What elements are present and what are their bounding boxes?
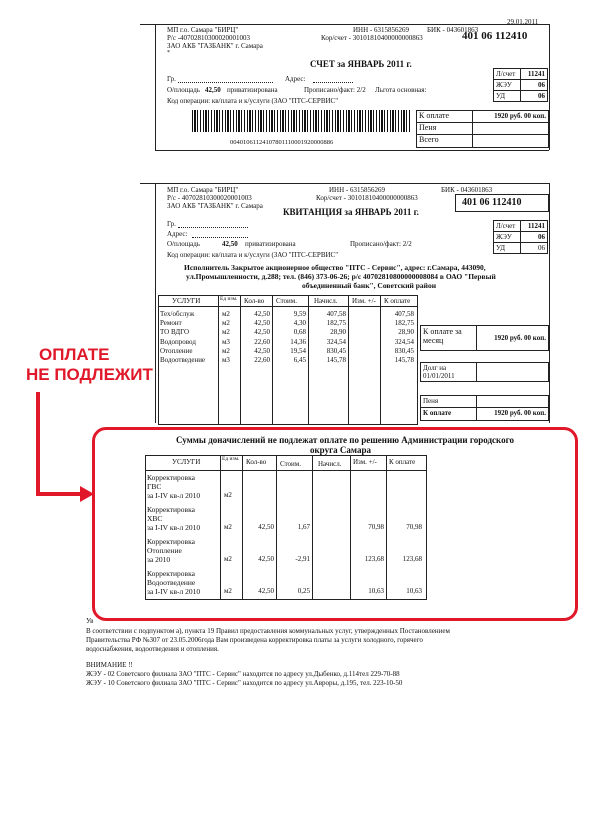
month-pay-label-2: месяц — [423, 336, 444, 345]
service-qty-0: 42,50 — [254, 310, 270, 318]
bill-zheu-label: ЖЭУ — [493, 79, 521, 91]
receipt-month-pay-label — [420, 325, 477, 351]
bill-inn: ИНН - 6315856269 — [353, 26, 409, 34]
correction-qty-3: 42,50 — [258, 587, 274, 595]
receipt-total-label: К оплате — [420, 407, 477, 421]
footer-salutation: Ув — [86, 617, 94, 625]
bill-citizen-label: Гр. — [167, 75, 176, 83]
corr-col-change: Изм. +/- — [353, 458, 377, 466]
receipt-bik: БИК - 043601863 — [441, 186, 493, 194]
receipt-title: КВИТАНЦИЯ за ЯНВАРЬ 2011 г. — [283, 207, 419, 217]
service-unit-2: м2 — [222, 328, 230, 337]
service-charged-1: 182,75 — [326, 319, 346, 328]
receipt-debt-label — [420, 362, 477, 382]
bill-ud-label: УД — [493, 90, 521, 102]
service-name-2: ТО ВДГО — [160, 328, 190, 337]
bill-operation-code: Код операции: кв/плата и к/услуги (ЗАО "ПТС-СЕРВИС" — [167, 97, 339, 105]
service-qty-4: 42,50 — [254, 346, 270, 355]
services-topay — [382, 310, 414, 365]
correction-cost-2: -2,91 — [295, 555, 310, 563]
correction-change-1: 70,98 — [368, 523, 384, 531]
receipt-area-value: 42,50 — [222, 240, 238, 248]
footer-paragraph-1: В соответствии с подпунктом а), пункта 19 Правил предоставления коммунальных услуг, утвержденных Постановлением — [86, 627, 450, 635]
service-unit-4: м2 — [222, 346, 230, 355]
bill-total-label: Всего — [416, 134, 473, 148]
bill-org-bank: ЗАО АКБ "ГАЗБАНК" г. Самара — [167, 42, 263, 50]
corr-col-charged: Начисл. — [318, 460, 342, 468]
service-charged-2: 28,90 — [330, 328, 346, 337]
service-cost-2: 0,68 — [293, 328, 306, 337]
corr-col-services: УСЛУГИ — [172, 458, 201, 466]
service-qty-5: 22,60 — [254, 356, 270, 365]
receipt-privatized: приватизирована — [245, 240, 296, 248]
receipt-org-bank: ЗАО АКБ "ГАЗБАНК" г. Самара — [167, 202, 263, 210]
service-name-5: Водоотведение — [160, 356, 206, 365]
services-charged — [310, 310, 346, 365]
service-cost-0: 9,59 — [293, 310, 306, 318]
bill-ls-label: Л/счет — [493, 68, 521, 80]
service-qty-2: 42,50 — [254, 328, 270, 337]
receipt-ls-value: 11241 — [520, 220, 548, 232]
correction-unit-0: м2 — [224, 491, 232, 499]
barcode — [192, 110, 412, 132]
corrections-title-2: округа Самара — [310, 445, 371, 455]
receipt-zheu-label: ЖЭУ — [493, 231, 521, 243]
debt-label-1: Долг на — [423, 364, 447, 372]
document-date: 29.01.2011 — [507, 18, 539, 26]
service-qty-1: 42,50 — [254, 319, 270, 328]
correction-topay-1: 70,98 — [406, 523, 422, 531]
receipt-kor-account: Кор/счет - 30101810400000000863 — [316, 194, 418, 202]
bill-privatized: приватизирована — [227, 86, 278, 94]
red-arrow-icon — [30, 390, 100, 510]
executor-line-1: Исполнитель Закрытое акционерное общество "ПТС - Сервис", адрес: г.Самара, 443090, — [184, 263, 486, 272]
month-pay-label-1: К оплате за — [423, 327, 462, 336]
services-units — [222, 310, 230, 365]
service-unit-3: м3 — [222, 337, 230, 346]
bill-bik: БИК - 043601863 — [427, 26, 479, 34]
bill-registered: Прописано/факт: 2/2 — [304, 86, 366, 94]
barcode-number: 00401061124107801110001920000886 — [230, 139, 334, 146]
correction-name-0: Корректировка ГВС за I-IV кв-л 2010 — [147, 473, 201, 500]
annotation-line-2: НЕ ПОДЛЕЖИТ — [26, 365, 153, 384]
bill-zheu-value: 06 — [520, 79, 548, 91]
receipt-address-label: Адрес: — [167, 230, 188, 238]
service-name-4: Отопление — [160, 346, 193, 355]
service-topay-2: 28,90 — [398, 328, 414, 337]
service-unit-0: м2 — [222, 310, 230, 318]
correction-cost-1: 1,67 — [297, 523, 310, 531]
col-services: УСЛУГИ — [172, 297, 201, 305]
service-cost-3: 14,36 — [290, 337, 306, 346]
correction-qty-1: 42,50 — [258, 523, 274, 531]
footer-attention: ВНИМАНИЕ !! — [86, 661, 133, 669]
service-unit-1: м2 — [222, 319, 230, 328]
footer-zheu-02: ЖЭУ - 02 Советского филиала ЗАО "ПТС - Сервис" находится по адресу ул.Дыбенко, д.114тел 229-70-88 — [86, 670, 400, 678]
receipt-month-pay-value: 1920 руб. 00 коп. — [476, 325, 549, 351]
correction-topay-3: 10,63 — [406, 587, 422, 595]
service-topay-4: 830,45 — [394, 346, 414, 355]
correction-change-3: 10,63 — [368, 587, 384, 595]
services-names — [160, 310, 205, 365]
service-topay-3: 324,54 — [394, 337, 414, 346]
col-change: Изм. +/- — [352, 297, 376, 305]
col-topay: К оплате — [384, 297, 411, 305]
correction-unit-3: м2 — [224, 587, 232, 595]
bill-ud-value: 06 — [520, 90, 548, 102]
receipt-area-label: О/площадь — [167, 240, 200, 248]
services-cost — [274, 310, 306, 365]
bill-area-label: О/площадь — [167, 86, 200, 94]
receipt-org-name: МП г.о. Самара "БИРЦ" — [167, 186, 239, 194]
receipt-org-account: Р/с - 40702810300020001003 — [167, 194, 252, 202]
service-cost-5: 6,45 — [293, 356, 306, 365]
service-charged-0: 407,58 — [326, 310, 346, 318]
service-topay-0: 407,58 — [394, 310, 414, 318]
service-name-3: Водопровод — [160, 337, 196, 346]
receipt-ls-label: Л/счет — [493, 220, 521, 232]
bill-ls-value: 11241 — [520, 68, 548, 80]
col-unit: Ед изм. — [220, 296, 238, 302]
service-cost-4: 19,54 — [290, 346, 306, 355]
receipt-ud-label: УД — [493, 242, 521, 254]
corr-col-unit: Ед изм. — [222, 456, 240, 462]
correction-qty-2: 42,50 — [258, 555, 274, 563]
service-unit-5: м3 — [222, 356, 230, 365]
corr-col-cost: Стоим. — [280, 460, 301, 468]
services-qty — [242, 310, 270, 365]
correction-name-3: Корректировка Водоотведение за I-IV кв-л 2010 — [147, 569, 201, 596]
bill-org-name: МП г.о. Самара "БИРЦ" — [167, 26, 239, 34]
service-name-0: Тех/обслуж — [160, 310, 195, 318]
service-charged-4: 830,45 — [326, 346, 346, 355]
footer-paragraph-2: Правительства РФ №307 от 23.05.2006года Вам произведена корректировка платы за услуги холодного, горячего — [86, 636, 423, 644]
receipt-penalty-label: Пеня — [420, 395, 477, 408]
bill-penalty-label: Пеня — [416, 122, 473, 135]
bill-address-label: Адрес: — [285, 75, 306, 83]
receipt-ud-value: 06 — [520, 242, 548, 254]
receipt-total-value: 1920 руб. 00 коп. — [476, 407, 549, 421]
service-qty-3: 22,60 — [254, 337, 270, 346]
debt-date: 01/01/2011 — [423, 372, 455, 380]
col-charged: Начисл. — [314, 297, 338, 305]
bill-title: СЧЕТ за ЯНВАРЬ 2011 г. — [310, 59, 412, 69]
service-cost-1: 4,30 — [293, 319, 306, 328]
bill-benefit: Льгота основная: — [375, 86, 427, 94]
correction-change-2: 123,68 — [364, 555, 384, 563]
executor-line-3: объединенный банк", Советский район — [302, 281, 437, 290]
bill-org-account: Р/с -40702810300020001003 — [167, 34, 251, 42]
bill-pay-label: К оплате — [416, 110, 473, 123]
not-payable-annotation — [26, 345, 153, 385]
bill-personal-account: 401 06 112410 — [462, 30, 528, 42]
annotation-line-1: ОПЛАТЕ — [39, 345, 110, 364]
col-cost: Стоим. — [276, 297, 297, 305]
footer-paragraph-3: водоснабжения, водоотведения и отопления. — [86, 645, 219, 653]
bill-area-value: 42,50 — [205, 86, 221, 94]
bill-pay-value: 1920 руб. 00 коп. — [472, 110, 549, 123]
correction-name-1: Корректировка ХВС за I-IV кв-л 2010 — [147, 505, 201, 532]
service-name-1: Ремонт — [160, 319, 182, 328]
col-qty: Кол-во — [244, 297, 265, 305]
corr-col-topay: К оплате — [389, 458, 416, 466]
correction-name-2: Корректировка Отопление за 2010 — [147, 537, 195, 564]
correction-unit-1: м2 — [224, 523, 232, 531]
receipt-zheu-value: 06 — [520, 231, 548, 243]
receipt-registered: Прописано/факт: 2/2 — [350, 240, 412, 248]
receipt-personal-account: 401 06 112410 — [462, 197, 522, 208]
footer-zheu-10: ЖЭУ - 10 Советского филиала ЗАО "ПТС - Сервис" находится по адресу ул.Авроры, д.195, тел. 223-10-50 — [86, 679, 403, 687]
bill-kor-account: Кор/счет - 30101810400000000863 — [321, 34, 423, 42]
service-topay-1: 182,75 — [394, 319, 414, 328]
service-charged-5: 145,78 — [326, 356, 346, 365]
correction-unit-2: м2 — [224, 555, 232, 563]
service-topay-5: 145,78 — [394, 356, 414, 365]
correction-cost-3: 0,25 — [297, 587, 310, 595]
correction-topay-2: 123,68 — [402, 555, 422, 563]
service-charged-3: 324,54 — [326, 337, 346, 346]
corrections-title-1: Суммы доначислений не подлежат оплате по решению Администрации городского — [176, 435, 514, 445]
receipt-operation-code: Код операции: кв/плата и к/услуги (ЗАО "ПТС-СЕРВИС" — [167, 251, 339, 259]
corr-col-qty: Кол-во — [246, 458, 267, 466]
receipt-citizen-label: Гр. — [167, 220, 176, 228]
receipt-inn: ИНН - 6315856269 — [329, 186, 385, 194]
executor-line-2: ул.Промышленности, д.288; тел. (846) 373-06-26; р/с 40702810800000008084 в ОАО "Первый — [186, 272, 496, 281]
